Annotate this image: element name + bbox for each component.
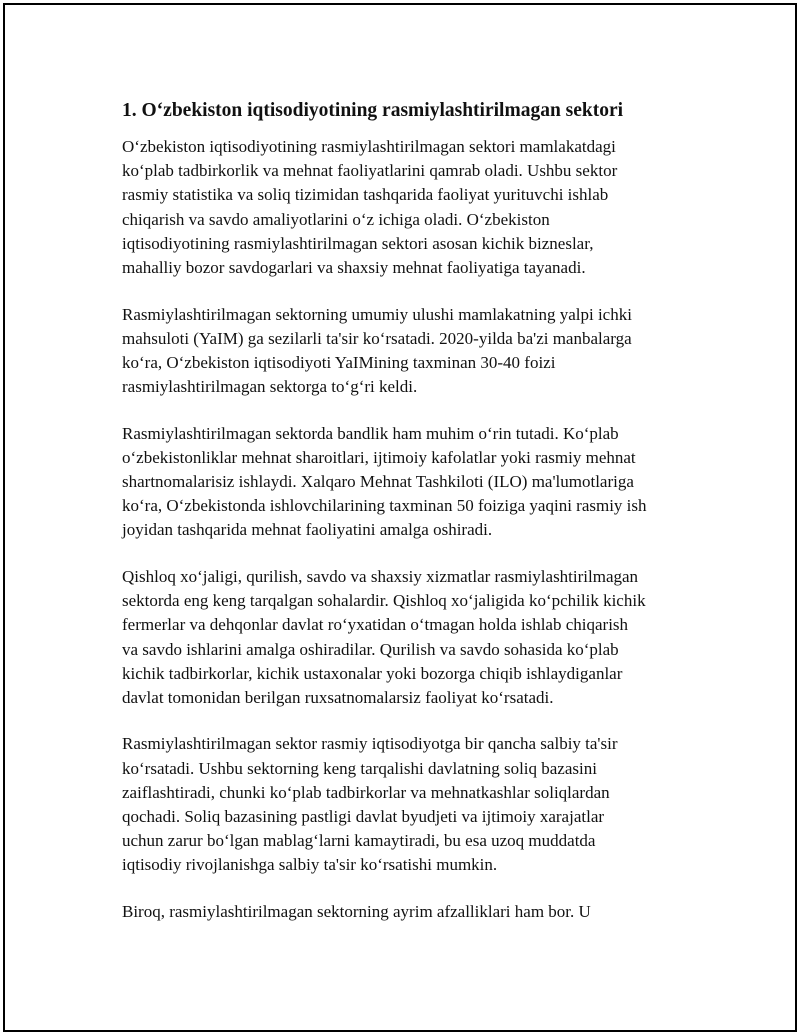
text-line: joyidan tashqarida mehnat faoliyatini amalga oshiradi. (122, 520, 493, 540)
text-line: fermerlar va dehqonlar davlat ro‘yxatidan o‘tmagan holda ishlab chiqarish (122, 615, 629, 635)
text-line: iqtisodiyotining rasmiylashtirilmagan sektori asosan kichik bizneslar, (122, 233, 594, 253)
paragraph (122, 422, 702, 543)
text-line: Rasmiylashtirilmagan sektorda bandlik ham muhim o‘rin tutadi. Ko‘plab (122, 423, 619, 443)
text-line: ko‘ra, O‘zbekiston iqtisodiyoti YaIMining taxminan 30-40 foizi (122, 352, 556, 372)
paragraph (122, 303, 702, 400)
text-line: O‘zbekiston iqtisodiyotining rasmiylashtirilmagan sektori mamlakatdagi (122, 137, 616, 156)
text-line: Qishloq xo‘jaligi, qurilish, savdo va shaxsiy xizmatlar rasmiylashtirilmagan (122, 566, 639, 586)
text-line: kichik tadbirkorlar, kichik ustaxonalar yoki bozorga chiqib ishlaydiganlar (122, 663, 623, 683)
text-line: ko‘rsatadi. Ushbu sektorning keng tarqalishi davlatning soliq bazasini (122, 758, 597, 778)
text-line: mahsuloti (YaIM) ga sezilarli ta'sir ko‘rsatadi. 2020-yilda ba'zi manbalarga (122, 328, 632, 348)
paragraph (122, 900, 702, 924)
text-line: mahalliy bozor savdogarlari va shaxsiy mehnat faoliyatiga tayanadi. (122, 258, 586, 278)
text-line: Rasmiylashtirilmagan sektor rasmiy iqtisodiyotga bir qancha salbiy ta'sir (122, 734, 618, 754)
text-line: Biroq, rasmiylashtirilmagan sektorning ayrim afzalliklari ham bor. U (122, 901, 591, 921)
text-line: qochadi. Soliq bazasining pastligi davlat byudjeti va ijtimoiy xarajatlar (122, 807, 605, 827)
paragraph (122, 135, 702, 280)
text-line: sektorda eng keng tarqalgan sohalardir. Qishloq xo‘jaligida ko‘pchilik kichik (122, 591, 646, 611)
text-line: shartnomalarisiz ishlaydi. Xalqaro Mehnat Tashkiloti (ILO) ma'lumotlariga (122, 472, 634, 492)
section-heading: 1. O‘zbekiston iqtisodiyotining rasmiylashtirilmagan sektori (122, 100, 624, 121)
text-line: zaiflashtiradi, chunki ko‘plab tadbirkorlar va mehnatkashlar soliqlardan (122, 782, 610, 802)
text-line: ko‘ra, O‘zbekistonda ishlovchilarining taxminan 50 foiziga yaqini rasmiy ish (122, 496, 647, 516)
text-line: rasmiylashtirilmagan sektorga to‘g‘ri keldi. (122, 377, 418, 397)
text-line: o‘zbekistonliklar mehnat sharoitlari, ijtimoiy kafolatlar yoki rasmiy mehnat (122, 447, 636, 467)
paragraph (122, 732, 702, 877)
text-line: davlat tomonidan berilgan ruxsatnomalarsiz faoliyat ko‘rsatadi. (122, 687, 554, 707)
text-line: Rasmiylashtirilmagan sektorning umumiy ulushi mamlakatning yalpi ichki (122, 304, 632, 324)
text-line: va savdo ishlarini amalga oshiradilar. Qurilish va savdo sohasida ko‘plab (122, 639, 619, 659)
text-line: chiqarish va savdo amaliyotlarini o‘z ichiga oladi. O‘zbekiston (122, 209, 550, 229)
paragraph (122, 565, 702, 710)
text-line: iqtisodiy rivojlanishga salbiy ta'sir ko‘rsatishi mumkin. (122, 855, 498, 875)
document-page (3, 3, 797, 1032)
text-line: uchun zarur bo‘lgan mablag‘larni kamaytiradi, bu esa uzoq muddatda (122, 831, 596, 851)
text-line: ko‘plab tadbirkorlik va mehnat faoliyatlarini qamrab oladi. Ushbu sektor (122, 161, 618, 181)
text-line: rasmiy statistika va soliq tizimidan tashqarida faoliyat yurituvchi ishlab (122, 185, 609, 205)
document-body (122, 97, 702, 946)
